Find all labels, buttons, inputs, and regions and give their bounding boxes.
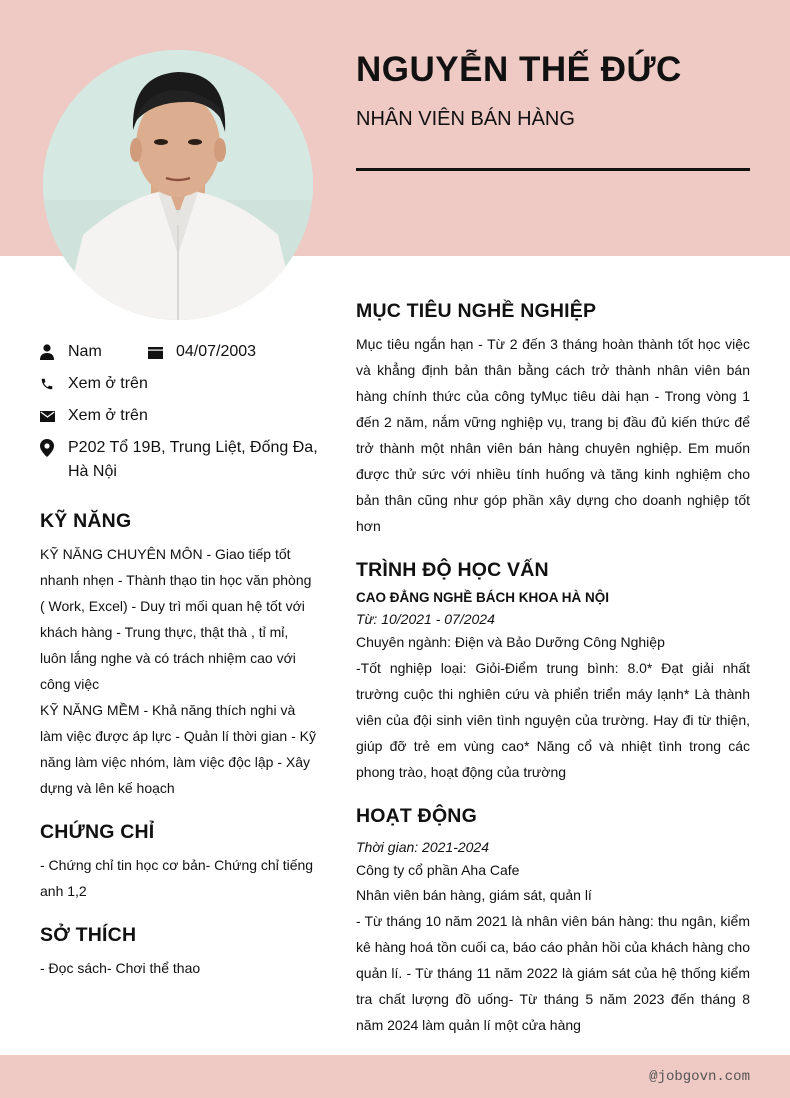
phone-value: Xem ở trên xyxy=(68,375,148,392)
objective-section xyxy=(356,300,750,539)
certificates-section xyxy=(40,821,317,904)
activities-section xyxy=(356,805,750,1038)
activities-details: - Từ tháng 10 năm 2021 là nhân viên bán hàng: thu ngân, kiểm kê hàng hoá tồn cuối ca, báo cáo phản hồi của khách hàng cho quản lí. - Từ tháng 11 năm 2022 là giám sát của hệ thống kiểm tra chất lượng đồ uống- Từ tháng 5 năm 2023 đến tháng 8 năm 2024 làm quản lí một cửa hàng xyxy=(356,913,750,1033)
certificates-text: - Chứng chỉ tin học cơ bản- Chứng chỉ tiếng anh 1,2 xyxy=(40,857,314,899)
email-row xyxy=(40,404,320,436)
email-value: Xem ở trên xyxy=(68,407,148,424)
phone-row xyxy=(40,372,320,404)
education-section xyxy=(356,559,750,785)
profile-photo xyxy=(43,50,313,320)
objective-text: Mục tiêu ngắn hạn - Từ 2 đến 3 tháng hoàn thành tốt học việc và khẳng định bản thân bằng cách trở thành nhân viên bán hàng chính thức của công tyMục tiêu dài hạn - Trong vòng 1 đến 2 năm, nắm vững nghiệp vụ, trang bị đầu đủ kiến thức để trở thành một nhân viên bán hàng chuyên nghiệp. Em muốn được thử sức với nhiều tính huống và tăng kinh nghiệm cho bản thân cũng như góp phần xây dựng cho doanh nghiệp tốt hơn xyxy=(356,336,750,534)
activities-role: Nhân viên bán hàng, giám sát, quản lí xyxy=(356,887,592,903)
school-name: CAO ĐẲNG NGHỀ BÁCH KHOA HÀ NỘI xyxy=(356,590,609,605)
education-heading: TRÌNH ĐỘ HỌC VẤN xyxy=(356,559,549,581)
hobbies-section xyxy=(40,924,317,981)
left-column xyxy=(40,510,317,1001)
skills-heading: KỸ NĂNG xyxy=(40,510,132,532)
footer-brand: @jobgovn.com xyxy=(649,1069,750,1085)
skills-section xyxy=(40,510,317,801)
education-period: Từ: 10/2021 - 07/2024 xyxy=(356,611,495,627)
right-column xyxy=(356,300,750,1058)
hobbies-heading: SỞ THÍCH xyxy=(40,924,137,946)
envelope-icon xyxy=(40,404,68,428)
birthdate-value: 04/07/2003 xyxy=(176,343,257,360)
hard-skills-text: KỸ NĂNG CHUYÊN MÔN - Giao tiếp tốt nhanh nhẹn - Thành thạo tin học văn phòng ( Work, Excel) - Duy trì mối quan hệ tốt với khách hàng - Trung thực, thật thà , tỉ mỉ, luôn lắng nghe và có trách nhiệm cao với công việc xyxy=(40,546,312,692)
hobbies-text: - Đọc sách- Chơi thể thao xyxy=(40,960,201,976)
activities-heading: HOẠT ĐỘNG xyxy=(356,805,477,827)
gender-birthdate-row xyxy=(40,340,320,372)
education-details: -Tốt nghiệp loại: Giỏi-Điểm trung bình: 8.0* Đạt giải nhất trường cuộc thi nghiên cứu và phiển triển máy lạnh* Là thành viên của đội sinh viên tình nguyện của trường. Hay đi từ thiện, giúp đỡ trẻ em vùng cao* Năng cổ và nhiệt tình trong các phong trào, hoạt động của trường xyxy=(356,660,750,780)
calendar-icon xyxy=(148,340,176,364)
birthdate-pair xyxy=(148,340,256,364)
address-row xyxy=(40,436,320,484)
job-title: NHÂN VIÊN BÁN HÀNG xyxy=(356,108,575,130)
activities-company: Công ty cổ phần Aha Cafe xyxy=(356,862,520,878)
candidate-name: NGUYỄN THẾ ĐỨC xyxy=(356,50,682,89)
objective-heading: MỤC TIÊU NGHỀ NGHIỆP xyxy=(356,300,597,322)
gender-value: Nam xyxy=(68,343,102,360)
personal-info xyxy=(40,340,320,484)
header-divider xyxy=(356,168,750,171)
certificates-heading: CHỨNG CHỈ xyxy=(40,821,155,843)
address-value: P202 Tổ 19B, Trung Liệt, Đống Đa, Hà Nội xyxy=(68,439,318,480)
person-icon xyxy=(40,340,68,364)
gender-pair xyxy=(40,340,148,364)
activities-period: Thời gian: 2021-2024 xyxy=(356,839,489,855)
phone-icon xyxy=(40,372,68,396)
education-major: Chuyên ngành: Điện và Bảo Dưỡng Công Nghiệp xyxy=(356,634,665,650)
soft-skills-text: KỸ NĂNG MỀM - Khả năng thích nghi và làm việc được áp lực - Quản lí thời gian - Kỹ năng làm việc nhóm, làm việc độc lập - Xây dựng và lên kế hoạch xyxy=(40,702,316,796)
location-pin-icon xyxy=(40,436,68,460)
